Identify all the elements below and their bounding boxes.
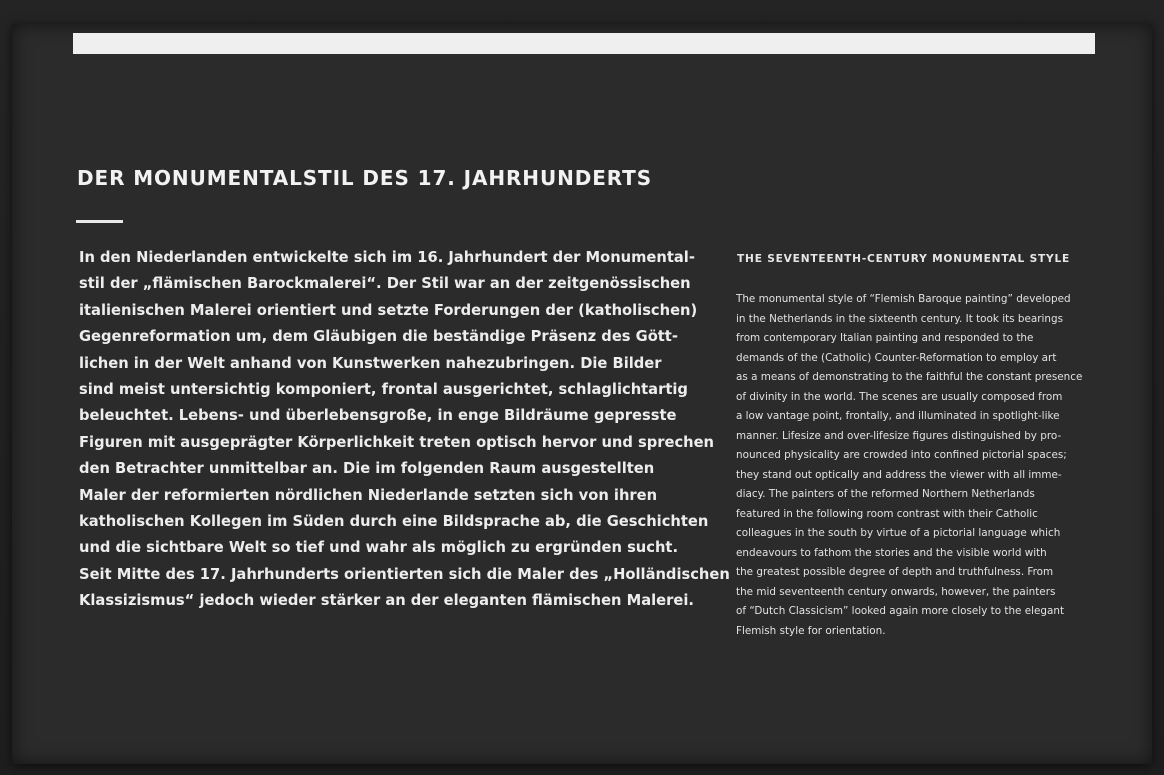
- german-line: lichen in der Welt anhand von Kunstwerken nahezubringen. Die Bilder: [79, 354, 662, 372]
- german-line: Seit Mitte des 17. Jahrhunderts orientierten sich die Maler des „Holländischen: [79, 565, 730, 583]
- english-line: of “Dutch Classicism” looked again more closely to the elegant: [736, 605, 1065, 617]
- english-line: nounced physicality are crowded into confined pictorial spaces;: [736, 449, 1067, 461]
- german-line: Maler der reformierten nördlichen Niederlande setzten sich von ihren: [79, 486, 658, 504]
- german-heading: DER MONUMENTALSTIL DES 17. JAHRHUNDERTS: [77, 166, 653, 190]
- english-line: diacy. The painters of the reformed Northern Netherlands: [736, 488, 1035, 500]
- english-body: [736, 290, 1096, 641]
- english-line: the greatest possible degree of depth and truthfulness. From: [736, 566, 1054, 578]
- german-line: beleuchtet. Lebens- und überlebensgroße, in enge Bildräume gepresste: [79, 407, 677, 425]
- german-line: stil der „flämischen Barockmalerei“. Der Stil war an der zeitgenössischen: [79, 275, 691, 293]
- english-line: in the Netherlands in the sixteenth century. It took its bearings: [736, 312, 1063, 325]
- english-line: a low vantage point, frontally, and illuminated in spotlight-like: [736, 410, 1060, 422]
- heading-divider: [76, 220, 123, 223]
- english-line: as a means of demonstrating to the faithful the constant presence: [736, 371, 1083, 383]
- english-line: from contemporary Italian painting and responded to the: [736, 332, 1034, 344]
- white-header-bar: [73, 33, 1095, 54]
- english-line: manner. Lifesize and over-lifesize figures distinguished by pro-: [736, 429, 1062, 442]
- english-line: endeavours to fathom the stories and the visible world with: [736, 546, 1047, 559]
- english-line: colleagues in the south by virtue of a pictorial language which: [736, 527, 1061, 539]
- english-line: of divinity in the world. The scenes are usually composed from: [736, 390, 1063, 403]
- german-line: In den Niederlanden entwickelte sich im 16. Jahrhundert der Monumental-: [79, 249, 695, 266]
- german-line: Gegenreformation um, dem Gläubigen die beständige Präsenz des Gött-: [79, 328, 678, 346]
- english-line: demands of the (Catholic) Counter-Reformation to employ art: [736, 351, 1057, 364]
- german-line: den Betrachter unmittelbar an. Die im folgenden Raum ausgestellten: [79, 460, 655, 478]
- german-line: katholischen Kollegen im Süden durch eine Bildsprache ab, die Geschichten: [79, 513, 709, 531]
- german-body: [79, 245, 730, 615]
- german-line: und die sichtbare Welt so tief und wahr als möglich zu ergründen sucht.: [79, 539, 679, 557]
- english-line: The monumental style of “Flemish Baroque painting” developed: [736, 293, 1071, 305]
- german-line: sind meist untersichtig komponiert, frontal ausgerichtet, schlaglichtartig: [79, 381, 688, 399]
- german-line: italienischen Malerei orientiert und setzte Forderungen der (katholischen): [79, 301, 698, 319]
- english-line: featured in the following room contrast with their Catholic: [736, 507, 1038, 520]
- english-line: they stand out optically and address the viewer with all imme-: [736, 468, 1062, 481]
- english-line: Flemish style for orientation.: [736, 624, 886, 637]
- german-line: Figuren mit ausgeprägter Körperlichkeit treten optisch hervor und sprechen: [79, 433, 715, 451]
- english-line: the mid seventeenth century onwards, however, the painters: [736, 585, 1056, 598]
- german-line: Klassizismus“ jedoch wieder stärker an der eleganten flämischen Malerei.: [79, 592, 694, 610]
- english-heading: THE SEVENTEENTH-CENTURY MONUMENTAL STYLE: [737, 253, 1071, 265]
